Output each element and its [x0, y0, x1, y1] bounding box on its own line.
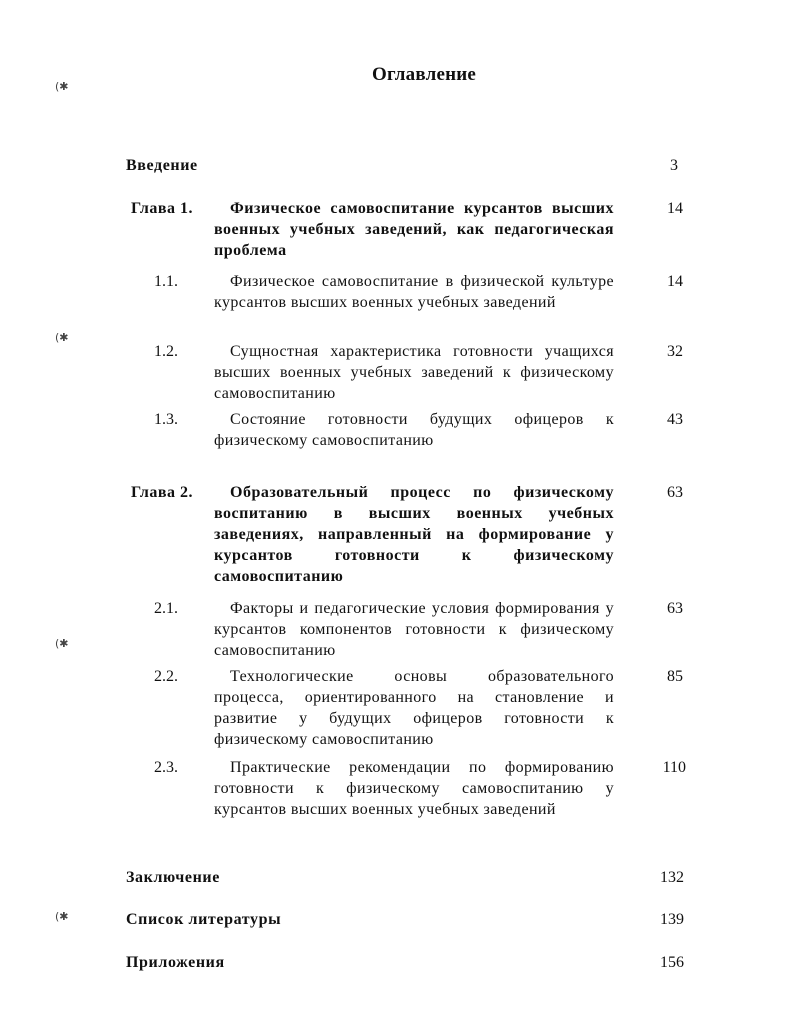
- toc-entry-conclusion[interactable]: Заключение: [126, 869, 220, 886]
- page-number: 139: [660, 911, 684, 928]
- margin-mark: (✱: [55, 331, 69, 344]
- toc-entry-section[interactable]: Физическое самовоспитание в физической культуре курсантов высших военных учебных заведений: [214, 273, 614, 311]
- section-number: 2.3.: [154, 759, 178, 776]
- margin-mark: (✱: [55, 637, 69, 650]
- section-number: 1.2.: [154, 343, 178, 360]
- toc-entry-appendices[interactable]: Приложения: [126, 954, 225, 971]
- toc-entry-section[interactable]: Практические рекомендации по формированию готовности к физическому самовоспитанию у курсантов высших военных учебных заведений: [214, 759, 614, 818]
- toc-entry-section[interactable]: Технологические основы образовательного процесса, ориентированного на становление и развитие у будущих офицеров готовности к физическому самовоспитанию: [214, 668, 614, 748]
- page-number: 43: [667, 411, 683, 428]
- page-number: 14: [667, 273, 683, 290]
- margin-mark: (✱: [55, 910, 69, 923]
- toc-entry-section[interactable]: Состояние готовности будущих офицеров к физическому самовоспитанию: [214, 411, 614, 449]
- section-number: 2.2.: [154, 668, 178, 685]
- chapter-label: Глава 1.: [131, 200, 193, 217]
- page-number: 110: [662, 759, 686, 776]
- toc-entry-chapter-2[interactable]: Образовательный процесс по физическому воспитанию в высших военных учебных заведениях, направленный на формирование у курсантов готовности к физическому самовоспитанию: [214, 484, 614, 585]
- toc-entry-references[interactable]: Список литературы: [126, 911, 282, 928]
- margin-mark: (✱: [55, 80, 69, 93]
- page-number: 14: [667, 200, 683, 217]
- page-number: 63: [667, 600, 683, 617]
- section-number: 1.3.: [154, 411, 178, 428]
- page-number: 156: [660, 954, 684, 971]
- toc-entry-section[interactable]: Сущностная характеристика готовности учащихся высших военных учебных заведений к физическому самовоспитанию: [214, 343, 614, 402]
- page-number: 85: [667, 668, 683, 685]
- section-number: 2.1.: [154, 600, 178, 617]
- page-title: Оглавление: [371, 64, 477, 85]
- chapter-label: Глава 2.: [131, 484, 193, 501]
- page-number: 32: [667, 343, 683, 360]
- toc-entry-intro[interactable]: Введение: [126, 157, 198, 174]
- page-number: 132: [660, 869, 684, 886]
- toc-entry-chapter-1[interactable]: Физическое самовоспитание курсантов высших военных учебных заведений, как педагогическая проблема: [214, 200, 614, 259]
- page-number: 3: [670, 157, 678, 174]
- toc-entry-section[interactable]: Факторы и педагогические условия формирования у курсантов компонентов готовности к физическому самовоспитанию: [214, 600, 614, 659]
- page-number: 63: [667, 484, 683, 501]
- section-number: 1.1.: [154, 273, 178, 290]
